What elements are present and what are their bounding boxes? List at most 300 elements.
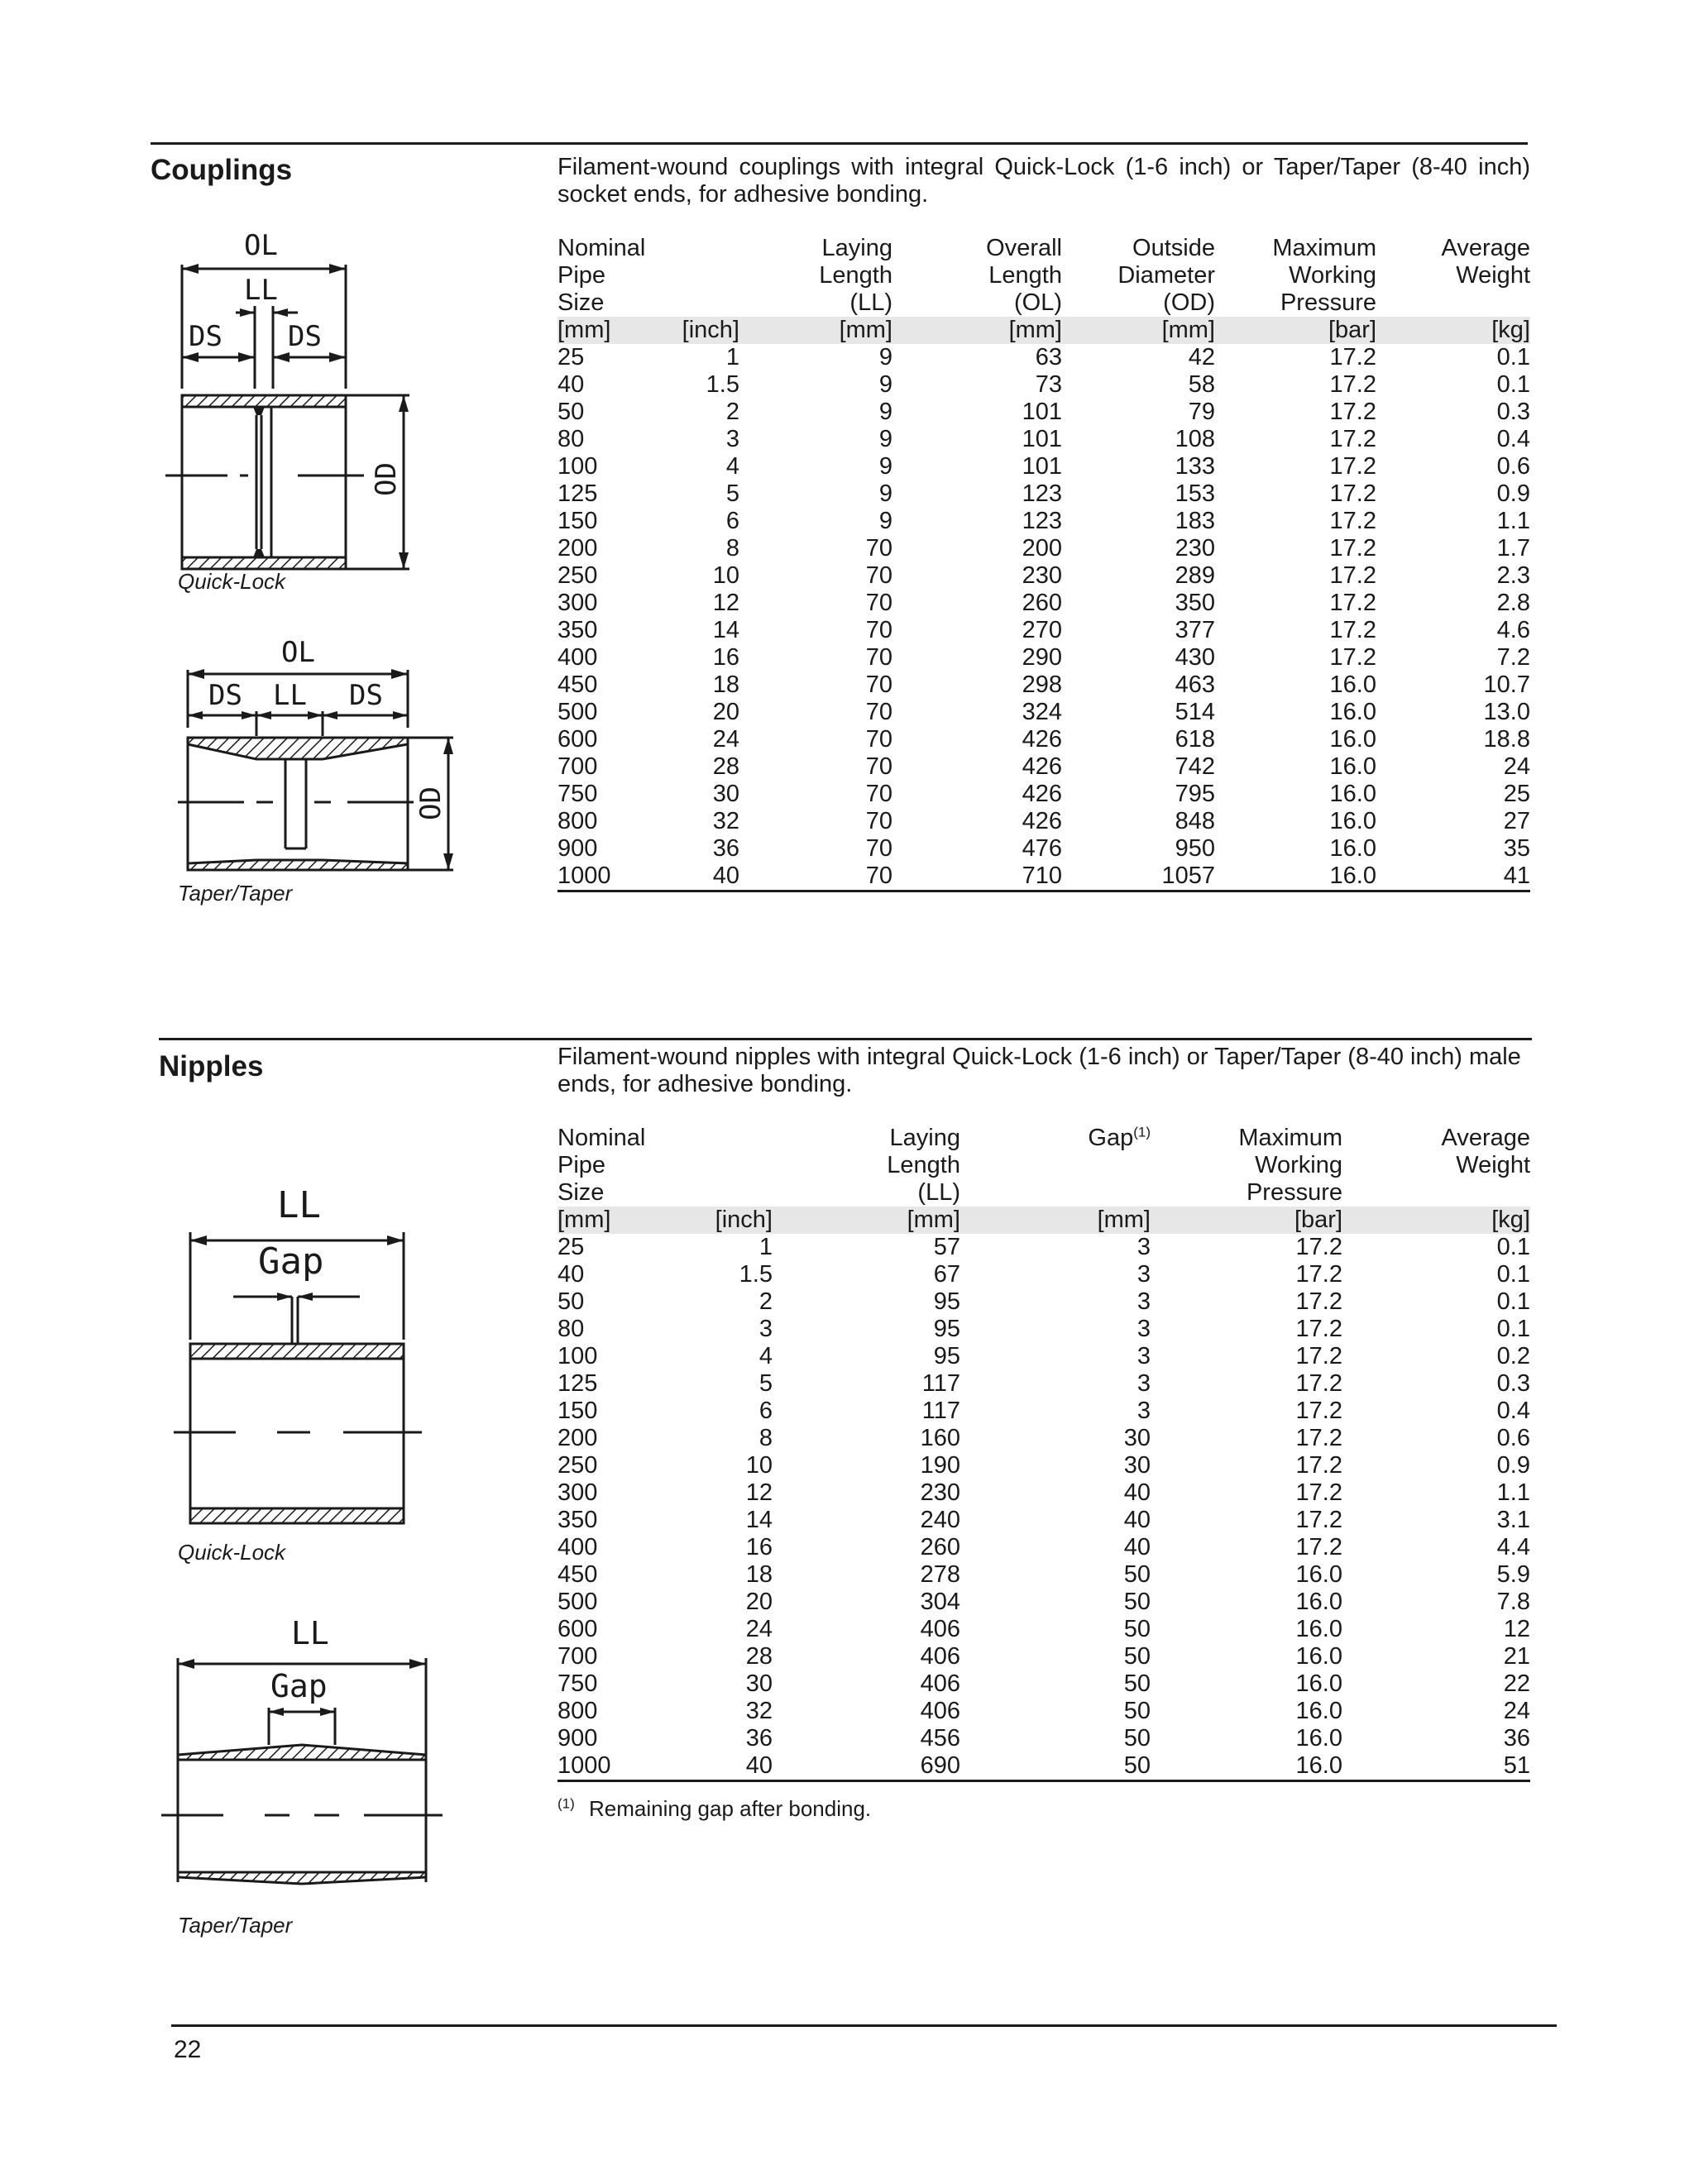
couplings-table-cell: 41	[1376, 863, 1530, 891]
nipples-table-cell: 0.1	[1496, 1261, 1530, 1288]
couplings-table-cell: 32	[712, 808, 739, 834]
couplings-table-cell: 153	[1175, 480, 1215, 507]
nipples-table-cell: 3	[1137, 1398, 1151, 1424]
couplings-table-cell: 16.0	[1329, 726, 1376, 753]
couplings-table-cell: 28	[712, 753, 739, 780]
nipples-table-cell: 12	[1503, 1616, 1530, 1642]
nipples-table-cell: 17.2	[1295, 1316, 1342, 1342]
nipples-table-cell: 1.5	[739, 1261, 773, 1288]
nipples-table-cell: 304	[920, 1589, 960, 1615]
coupling-ql-ds-right-label: DS	[288, 320, 322, 353]
nipples-table-cell: 50	[1123, 1589, 1151, 1615]
nipples-unit-cell: [inch]	[648, 1207, 773, 1234]
couplings-table-cell: 710	[892, 863, 1062, 891]
couplings-table-cell: 463	[1175, 671, 1215, 698]
nipples-table-cell: 40	[648, 1752, 773, 1781]
couplings-intro: Filament-wound couplings with integral Quick-Lock (1-6 inch) or Taper/Taper (8-40 inch) socket ends, for adhesive bonding.	[557, 154, 1530, 208]
nipples-table-cell: 17.2	[1295, 1452, 1342, 1479]
couplings-table-cell: 230	[1022, 562, 1062, 589]
page-bottom-rule	[171, 2024, 1557, 2027]
nipples-table-cell: 690	[773, 1752, 960, 1781]
couplings-taper-diagram	[165, 637, 463, 885]
nipples-table-cell: 17.2	[1295, 1534, 1342, 1560]
couplings-table-cell: 426	[1022, 781, 1062, 807]
couplings-table-row	[557, 835, 1530, 863]
couplings-table-cell: 0.1	[1496, 344, 1530, 370]
couplings-table-cell: 0.3	[1496, 399, 1530, 425]
nipples-table-cell: 24	[745, 1616, 773, 1642]
nipples-table-row	[557, 1507, 1530, 1534]
couplings-table-cell: 800	[557, 808, 598, 834]
nipples-table-cell: 406	[920, 1698, 960, 1724]
couplings-table-cell: 0.9	[1496, 480, 1530, 507]
couplings-table-row	[557, 480, 1530, 508]
couplings-table-cell: 70	[865, 808, 892, 834]
couplings-table-cell: 70	[865, 699, 892, 725]
nipples-table-cell: 28	[745, 1643, 773, 1670]
couplings-table-cell: 400	[557, 644, 598, 671]
nipples-table-row	[557, 1316, 1530, 1343]
nipples-table-cell: 1	[758, 1234, 773, 1260]
nipples-table-cell: 3	[1137, 1343, 1151, 1369]
couplings-header-cell	[648, 289, 739, 317]
couplings-header-cell: (OD)	[1163, 289, 1215, 316]
couplings-table-row	[557, 781, 1530, 808]
nipples-table-row	[557, 1725, 1530, 1752]
nipple-tt-ll-label: LL	[291, 1615, 329, 1651]
nipples-table-row	[557, 1452, 1530, 1479]
nipples-table-cell: 16.0	[1295, 1643, 1342, 1670]
couplings-table-cell: 2.3	[1496, 562, 1530, 589]
nipples-table-cell: 3	[1137, 1316, 1151, 1342]
nipples-table-cell: 8	[758, 1425, 773, 1451]
couplings-table-cell: 3	[725, 426, 739, 452]
nipples-table-cell: 50	[960, 1752, 1151, 1781]
couplings-table-cell: 9	[878, 426, 892, 452]
nipples-table-row	[557, 1261, 1530, 1288]
couplings-table-cell: 9	[878, 399, 892, 425]
nipples-table-cell: 17.2	[1295, 1343, 1342, 1369]
nipples-table-cell: 95	[933, 1288, 960, 1315]
nipples-table-cell: 57	[933, 1234, 960, 1260]
nipples-header-cell: Size	[557, 1179, 605, 1206]
nipples-table-cell: 40	[557, 1261, 585, 1288]
nipples-table-cell: 250	[557, 1452, 598, 1479]
coupling-tt-ds-left-label: DS	[208, 679, 242, 712]
couplings-header-cell: Length	[988, 262, 1062, 289]
nipples-table-cell: 0.1	[1496, 1234, 1530, 1260]
couplings-table-cell: 260	[1022, 590, 1062, 616]
nipples-table-cell: 240	[920, 1507, 960, 1533]
footnote-text: Remaining gap after bonding.	[589, 1796, 872, 1821]
couplings-table-row	[557, 535, 1530, 562]
couplings-table-cell: 36	[712, 835, 739, 862]
nipple-ql-ll-label: LL	[277, 1184, 321, 1226]
coupling-ql-ll-label: LL	[244, 274, 278, 307]
nipples-table-cell: 7.8	[1496, 1589, 1530, 1615]
couplings-table-cell: 289	[1175, 562, 1215, 589]
nipples-table-cell: 24	[1503, 1698, 1530, 1724]
couplings-table-cell: 35	[1503, 835, 1530, 862]
couplings-table-cell: 1.7	[1496, 535, 1530, 562]
page-number: 22	[174, 2036, 202, 2063]
couplings-header-cell: Nominal	[557, 235, 646, 261]
couplings-table-cell: 7.2	[1496, 644, 1530, 671]
nipples-header-cell: Working	[1255, 1152, 1342, 1178]
couplings-table-cell: 200	[557, 535, 598, 562]
couplings-table-cell: 17.2	[1329, 344, 1376, 370]
nipples-table-row	[557, 1343, 1530, 1370]
couplings-table-cell: 17.2	[1329, 508, 1376, 534]
nipples-table-cell: 18	[745, 1561, 773, 1588]
nipples-table-cell: 17.2	[1295, 1234, 1342, 1260]
nipples-table-cell: 3	[758, 1316, 773, 1342]
couplings-header-cell: Size	[557, 289, 605, 316]
couplings-table-row	[557, 617, 1530, 644]
nipples-table-cell: 3	[1137, 1288, 1151, 1315]
nipples-header-cell: Pipe	[557, 1152, 606, 1178]
nipples-table-cell: 95	[933, 1316, 960, 1342]
couplings-table-row	[557, 453, 1530, 480]
nipples-table-cell: 16.0	[1295, 1725, 1342, 1752]
couplings-table-cell: 6	[725, 508, 739, 534]
couplings-header-cell: (LL)	[849, 289, 892, 316]
nipples-table-cell: 12	[745, 1479, 773, 1506]
couplings-table-cell: 9	[878, 371, 892, 398]
couplings-table-cell: 2	[725, 399, 739, 425]
nipples-table-cell: 36	[745, 1725, 773, 1752]
nipples-table-cell: 160	[920, 1425, 960, 1451]
nipples-table-cell: 1000	[557, 1752, 648, 1781]
couplings-table-cell: 350	[557, 617, 598, 643]
couplings-table-cell: 700	[557, 753, 598, 780]
couplings-unit-cell: [inch]	[648, 317, 739, 344]
nipples-table-cell: 350	[557, 1507, 598, 1533]
nipples-table-cell: 2	[758, 1288, 773, 1315]
couplings-table-cell: 4	[725, 453, 739, 480]
nipples-header-cell	[1342, 1179, 1530, 1207]
couplings-table-cell: 42	[1188, 344, 1215, 370]
couplings-table	[557, 235, 1530, 892]
nipples-table-cell: 17.2	[1295, 1425, 1342, 1451]
nipples-table-cell: 260	[920, 1534, 960, 1560]
couplings-table-cell: 63	[1035, 344, 1062, 370]
nipples-table-row	[557, 1698, 1530, 1725]
couplings-header-cell: Pressure	[1280, 289, 1376, 316]
nipples-table-cell: 16.0	[1295, 1589, 1342, 1615]
nipples-table-cell: 4	[758, 1343, 773, 1369]
couplings-table-cell: 70	[739, 863, 892, 891]
nipples-table-cell: 17.2	[1295, 1507, 1342, 1533]
couplings-table-cell: 18.8	[1483, 726, 1530, 753]
couplings-table-cell: 16.0	[1329, 753, 1376, 780]
couplings-table-cell: 10.7	[1483, 671, 1530, 698]
couplings-table-cell: 1000	[557, 863, 648, 891]
couplings-table-row	[557, 644, 1530, 671]
nipples-table-row	[557, 1752, 1530, 1781]
nipples-table-cell: 150	[557, 1398, 598, 1424]
couplings-table-cell: 750	[557, 781, 598, 807]
couplings-table-cell: 70	[865, 535, 892, 562]
nipples-table-cell: 0.2	[1496, 1343, 1530, 1369]
couplings-table-cell: 16.0	[1215, 863, 1376, 891]
couplings-table-cell: 9	[878, 480, 892, 507]
nipples-table-row	[557, 1479, 1530, 1507]
couplings-table-row	[557, 426, 1530, 453]
nipples-table-cell: 125	[557, 1370, 598, 1397]
nipples-table-cell: 16.0	[1295, 1561, 1342, 1588]
nipples-units-row	[557, 1207, 1530, 1234]
couplings-table-row	[557, 344, 1530, 371]
nipples-table-cell: 16.0	[1295, 1670, 1342, 1697]
footnote-mark: (1)	[557, 1795, 575, 1812]
coupling-ql-ds-left-label: DS	[189, 320, 223, 353]
couplings-table-cell: 9	[878, 453, 892, 480]
couplings-table-cell: 100	[557, 453, 598, 480]
couplings-header-cell: Weight	[1456, 262, 1530, 289]
couplings-table-cell: 16.0	[1329, 671, 1376, 698]
nipples-taper-caption: Taper/Taper	[178, 1913, 293, 1938]
nipples-header-cell	[648, 1125, 773, 1152]
nipples-unit-cell: [mm]	[557, 1207, 648, 1234]
nipples-table-row	[557, 1370, 1530, 1398]
couplings-table-row	[557, 699, 1530, 726]
nipples-unit-cell: [kg]	[1342, 1207, 1530, 1234]
couplings-unit-cell: [mm]	[557, 317, 648, 344]
nipples-table-cell: 95	[933, 1343, 960, 1369]
couplings-header-cell: Overall	[986, 235, 1062, 261]
couplings-table-cell: 1057	[1062, 863, 1215, 891]
nipples-table-cell: 21	[1503, 1643, 1530, 1670]
couplings-table-cell: 848	[1175, 808, 1215, 834]
nipples-table-cell: 0.6	[1496, 1425, 1530, 1451]
couplings-table-row	[557, 726, 1530, 753]
nipples-table-cell: 50	[1123, 1616, 1151, 1642]
couplings-table-cell: 30	[712, 781, 739, 807]
nipples-table-cell: 51	[1342, 1752, 1530, 1781]
couplings-header-cell: Length	[819, 262, 892, 289]
nipples-header-row	[557, 1179, 1530, 1207]
couplings-table-cell: 70	[865, 753, 892, 780]
couplings-table-cell: 0.1	[1496, 371, 1530, 398]
couplings-table-cell: 80	[557, 426, 585, 452]
couplings-table-row	[557, 753, 1530, 781]
couplings-table-cell: 795	[1175, 781, 1215, 807]
nipples-table-cell: 3	[1137, 1261, 1151, 1288]
nipples-table-cell: 400	[557, 1534, 598, 1560]
couplings-table-cell: 16.0	[1329, 835, 1376, 862]
couplings-table-cell: 79	[1188, 399, 1215, 425]
couplings-header-cell: Average	[1441, 235, 1530, 261]
couplings-table-cell: 0.4	[1496, 426, 1530, 452]
couplings-header-cell: Outside	[1132, 235, 1215, 261]
nipples-table-cell: 40	[1123, 1534, 1151, 1560]
couplings-unit-cell: [mm]	[892, 317, 1062, 344]
nipples-table-cell: 14	[745, 1507, 773, 1533]
couplings-table-cell: 101	[1022, 426, 1062, 452]
nipples-table-cell: 17.2	[1295, 1261, 1342, 1288]
nipples-table-cell: 700	[557, 1643, 598, 1670]
couplings-table-cell: 70	[865, 644, 892, 671]
nipples-table-cell: 0.1	[1496, 1316, 1530, 1342]
nipples-table-row	[557, 1589, 1530, 1616]
nipples-table-cell: 22	[1503, 1670, 1530, 1697]
nipples-table-cell: 50	[1123, 1561, 1151, 1588]
nipples-table-cell: 0.9	[1496, 1452, 1530, 1479]
couplings-header-cell	[1376, 289, 1530, 317]
couplings-table-cell: 16.0	[1329, 808, 1376, 834]
nipples-table-cell: 500	[557, 1589, 598, 1615]
couplings-unit-cell: [bar]	[1215, 317, 1376, 344]
nipples-header-cell: Laying	[889, 1125, 960, 1151]
couplings-table-cell: 40	[648, 863, 739, 891]
nipples-table-cell: 32	[745, 1698, 773, 1724]
nipples-unit-cell: [bar]	[1151, 1207, 1342, 1234]
coupling-ql-od-label: OD	[370, 462, 403, 496]
nipples-intro: Filament-wound nipples with integral Quick-Lock (1-6 inch) or Taper/Taper (8-40 inch) male ends, for adhesive bonding.	[557, 1044, 1521, 1097]
nipples-table-cell: 117	[921, 1398, 960, 1424]
nipples-table-cell: 36	[1503, 1725, 1530, 1752]
nipples-header-cell: (LL)	[917, 1179, 960, 1206]
couplings-table-cell: 1.5	[706, 371, 739, 398]
nipples-unit-cell: [mm]	[773, 1207, 960, 1234]
couplings-table-cell: 5	[725, 480, 739, 507]
nipples-table-cell: 40	[1123, 1479, 1151, 1506]
couplings-table-cell: 17.2	[1329, 480, 1376, 507]
nipples-header-row	[557, 1125, 1530, 1152]
couplings-table-cell: 500	[557, 699, 598, 725]
couplings-table-cell: 150	[557, 508, 598, 534]
nipples-header-cell: Average	[1441, 1125, 1530, 1151]
couplings-table-cell: 17.2	[1329, 371, 1376, 398]
nipples-table-cell: 17.2	[1295, 1398, 1342, 1424]
couplings-table-cell: 426	[1022, 808, 1062, 834]
nipples-header-cell: Nominal	[557, 1125, 646, 1151]
coupling-tt-ol-label: OL	[281, 637, 315, 669]
couplings-table-cell: 450	[557, 671, 598, 698]
couplings-table-cell: 8	[725, 535, 739, 562]
couplings-table-cell: 9	[878, 344, 892, 370]
nipples-table-cell: 30	[1123, 1425, 1151, 1451]
nipples-table-cell: 230	[920, 1479, 960, 1506]
coupling-ql-ol-label: OL	[244, 229, 278, 262]
couplings-table-cell: 290	[1022, 644, 1062, 671]
coupling-tt-ds-right-label: DS	[349, 679, 383, 712]
nipples-table-cell: 30	[1123, 1452, 1151, 1479]
couplings-table-cell: 70	[865, 562, 892, 589]
nipples-table-cell: 50	[1123, 1725, 1151, 1752]
couplings-table-cell: 18	[712, 671, 739, 698]
couplings-table-cell: 300	[557, 590, 598, 616]
couplings-table-cell: 70	[865, 781, 892, 807]
couplings-table-cell: 250	[557, 562, 598, 589]
nipples-table-row	[557, 1534, 1530, 1561]
nipples-table-cell: 16.0	[1151, 1752, 1342, 1781]
couplings-table-cell: 377	[1175, 617, 1215, 643]
couplings-table-cell: 73	[1035, 371, 1062, 398]
nipples-table-cell: 117	[921, 1370, 960, 1397]
couplings-table-row	[557, 863, 1530, 891]
nipples-table-cell: 3.1	[1496, 1507, 1530, 1533]
couplings-header-cell: Pipe	[557, 262, 606, 289]
nipples-table-cell: 406	[920, 1643, 960, 1670]
couplings-table-cell: 101	[1022, 399, 1062, 425]
couplings-table-cell: 1	[725, 344, 739, 370]
couplings-table-cell: 10	[712, 562, 739, 589]
nipples-table-row	[557, 1643, 1530, 1670]
nipples-table-cell: 25	[557, 1234, 585, 1260]
nipples-unit-cell: [mm]	[960, 1207, 1151, 1234]
nipples-table-cell: 456	[920, 1725, 960, 1752]
nipples-table-cell: 750	[557, 1670, 598, 1697]
nipples-table-cell: 40	[1123, 1507, 1151, 1533]
couplings-table-row	[557, 399, 1530, 426]
nipples-table-row	[557, 1670, 1530, 1698]
coupling-tt-ll-label: LL	[273, 679, 307, 712]
nipples-table-cell: 17.2	[1295, 1370, 1342, 1397]
nipples-table-cell: 80	[557, 1316, 585, 1342]
couplings-table-cell: 70	[865, 726, 892, 753]
couplings-table-cell: 16.0	[1329, 781, 1376, 807]
couplings-table-cell: 50	[557, 399, 585, 425]
nipples-table-cell: 3	[1137, 1370, 1151, 1397]
couplings-table-cell: 24	[1503, 753, 1530, 780]
couplings-table-cell: 600	[557, 726, 598, 753]
nipples-table-cell: 0.1	[1496, 1288, 1530, 1315]
couplings-header-cell: (OL)	[1014, 289, 1062, 316]
couplings-table-cell: 950	[1175, 835, 1215, 862]
nipples-table-cell: 17.2	[1295, 1288, 1342, 1315]
couplings-taper-caption: Taper/Taper	[178, 881, 293, 906]
couplings-table-cell: 17.2	[1329, 535, 1376, 562]
couplings-table-cell: 70	[865, 671, 892, 698]
couplings-table-cell: 14	[712, 617, 739, 643]
nipples-table-row	[557, 1234, 1530, 1261]
couplings-table-cell: 230	[1175, 535, 1215, 562]
nipples-table-cell: 50	[1123, 1643, 1151, 1670]
nipples-footnote	[557, 1796, 871, 1822]
nipples-header-cell: Length	[887, 1152, 960, 1178]
couplings-unit-cell: [mm]	[1062, 317, 1215, 344]
couplings-table-cell: 183	[1175, 508, 1215, 534]
couplings-header-cell: Working	[1289, 262, 1376, 289]
nipples-header-cell	[648, 1179, 773, 1207]
nipples-table-cell: 16	[745, 1534, 773, 1560]
nipples-table-cell: 1.1	[1496, 1479, 1530, 1506]
couplings-table-cell: 17.2	[1329, 426, 1376, 452]
couplings-table-cell: 123	[1022, 508, 1062, 534]
nipples-table-cell: 10	[745, 1452, 773, 1479]
nipples-table-cell: 0.4	[1496, 1398, 1530, 1424]
couplings-table-row	[557, 562, 1530, 590]
nipples-table-cell: 17.2	[1295, 1479, 1342, 1506]
couplings-table-cell: 426	[1022, 753, 1062, 780]
couplings-quicklock-caption: Quick-Lock	[178, 569, 286, 594]
couplings-units-row	[557, 317, 1530, 344]
nipples-table-row	[557, 1425, 1530, 1452]
couplings-header-cell	[648, 262, 739, 289]
couplings-quicklock-diagram	[157, 223, 422, 571]
couplings-table-cell: 0.6	[1496, 453, 1530, 480]
couplings-table-row	[557, 371, 1530, 399]
couplings-header-cell: Laying	[821, 235, 892, 261]
couplings-table-cell: 70	[865, 835, 892, 862]
nipples-table-cell: 406	[920, 1670, 960, 1697]
nipples-table-row	[557, 1398, 1530, 1425]
couplings-table-cell: 58	[1188, 371, 1215, 398]
nipples-table-cell: 5.9	[1496, 1561, 1530, 1588]
nipples-table-cell: 800	[557, 1698, 598, 1724]
